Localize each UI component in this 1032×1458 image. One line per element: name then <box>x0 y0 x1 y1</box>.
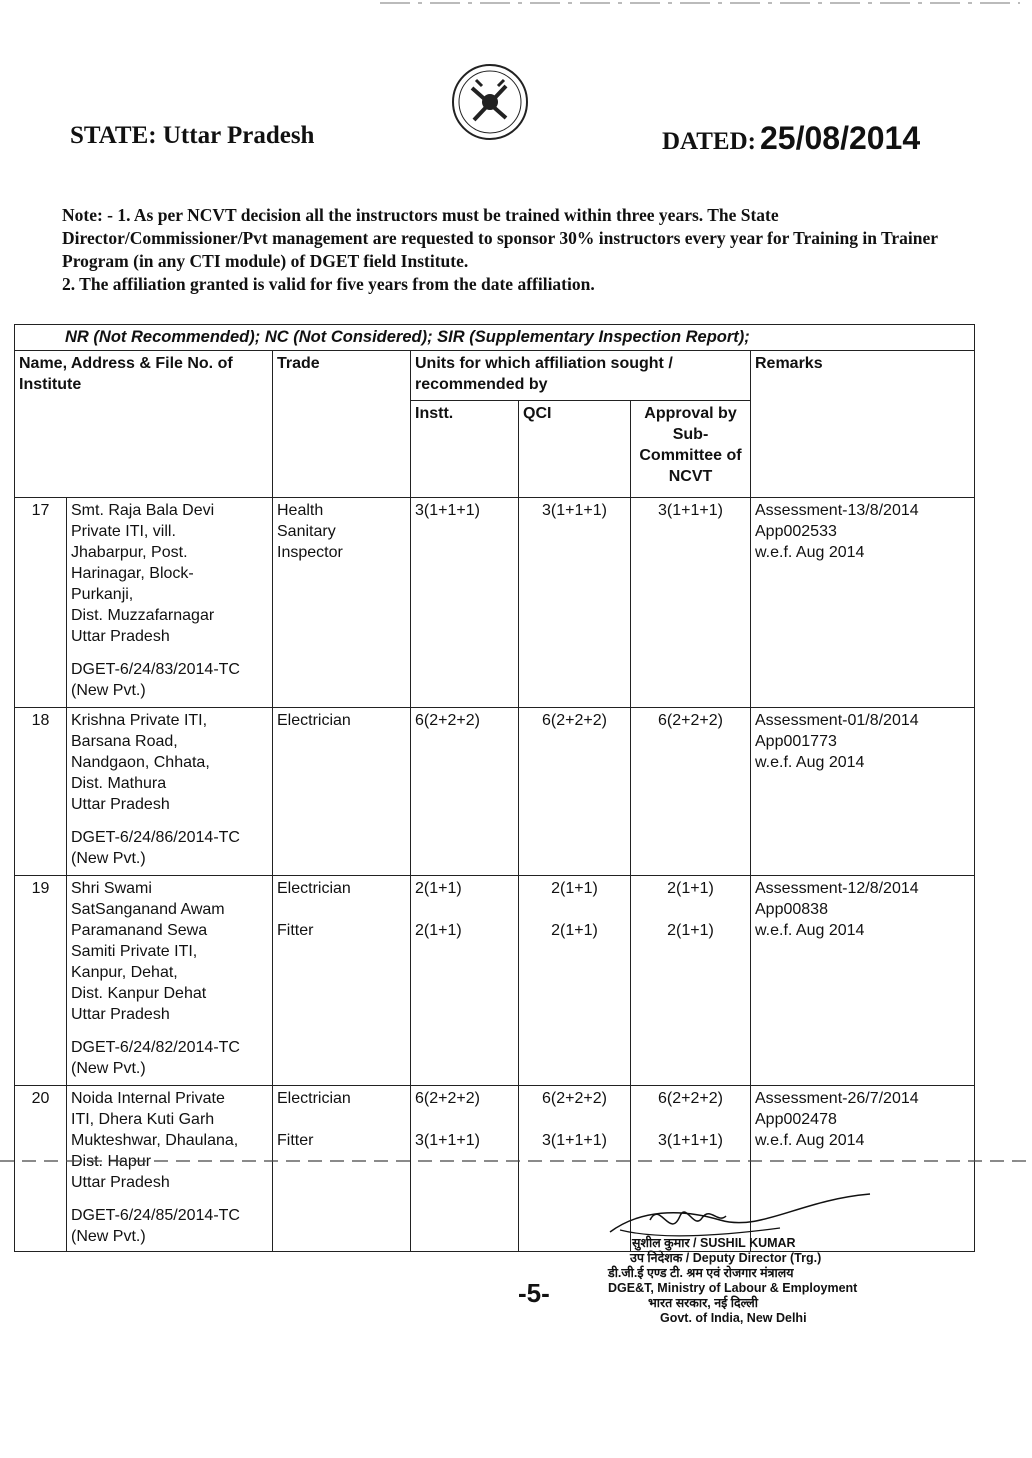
remarks-cell: Assessment-12/8/2014 App00838 w.e.f. Aug 2014 <box>751 876 975 1086</box>
file-number: DGET-6/24/83/2014-TC (New Pvt.) <box>71 661 240 699</box>
trade-cell: Electrician <box>273 708 411 876</box>
note-1: Note: - 1. As per NCVT decision all the instructors must be trained within three years. The State Director/Commissioner/Pvt management are requested to sponsor 30% instructors every year for Training in Trainer Program (in any CTI module) of DGET field Institute. <box>62 205 938 271</box>
fold-dash-line <box>0 1160 1032 1162</box>
row-serial: 19 <box>15 876 67 1086</box>
affiliation-table <box>14 324 975 1252</box>
remarks-cell: Assessment-13/8/2014 App002533 w.e.f. Aug 2014 <box>751 498 975 708</box>
header-trade: Trade <box>273 351 411 498</box>
top-dash-line <box>380 0 1020 6</box>
approval-cell: 6(2+2+2) <box>631 708 751 876</box>
header-remarks: Remarks <box>751 351 975 498</box>
state-heading <box>70 122 314 150</box>
spacer <box>71 815 268 827</box>
note-2: 2. The affiliation granted is valid for five years from the date affiliation. <box>62 274 595 294</box>
instt-cell: 3(1+1+1) <box>411 498 519 708</box>
institute-address: Shri Swami SatSanganand Awam Paramanand Sewa Samiti Private ITI, Kanpur, Dehat, Dist. Kanpur Dehat Uttar Pradesh <box>71 880 225 1023</box>
institute-address: Noida Internal Private ITI, Dhera Kuti Garh Mukteshwar, Dhaulana, Dist. Hapur Uttar Pradesh <box>71 1090 239 1191</box>
page-number: -5- <box>518 1278 550 1308</box>
dated-heading <box>662 120 920 157</box>
approval-cell: 3(1+1+1) <box>631 498 751 708</box>
signature-block <box>608 1236 857 1326</box>
qci-cell: 2(1+1) 2(1+1) <box>519 876 631 1086</box>
institute-address: Krishna Private ITI, Barsana Road, Nandgaon, Chhata, Dist. Mathura Uttar Pradesh <box>71 712 210 813</box>
header-instt: Instt. <box>411 401 519 498</box>
row-serial: 17 <box>15 498 67 708</box>
signatory-name: सुशील कुमार / SUSHIL KUMAR <box>632 1236 796 1250</box>
table-row <box>15 498 975 708</box>
spacer <box>71 1025 268 1037</box>
spacer <box>71 647 268 659</box>
trade-cell: Health Sanitary Inspector <box>273 498 411 708</box>
table-row <box>15 708 975 876</box>
qci-cell: 6(2+2+2) <box>519 708 631 876</box>
qci-cell: 6(2+2+2) 3(1+1+1) <box>519 1086 631 1252</box>
header-approval: Approval by Sub-Committee of NCVT <box>631 401 751 498</box>
approval-cell: 2(1+1) 2(1+1) <box>631 876 751 1086</box>
govt-hindi: भारत सरकार, नई दिल्ली <box>648 1296 758 1310</box>
ministry-hindi: डी.जी.ई एण्ड टी. श्रम एवं रोजगार मंत्रालय <box>608 1266 794 1280</box>
govt-english: Govt. of India, New Delhi <box>660 1311 807 1325</box>
legend-row: NR (Not Recommended); NC (Not Considered); SIR (Supplementary Inspection Report); <box>15 325 975 351</box>
remarks-cell: Assessment-01/8/2014 App001773 w.e.f. Aug 2014 <box>751 708 975 876</box>
file-number: DGET-6/24/86/2014-TC (New Pvt.) <box>71 829 240 867</box>
ncvt-emblem-icon <box>446 62 534 142</box>
instt-cell: 2(1+1) 2(1+1) <box>411 876 519 1086</box>
row-serial: 20 <box>15 1086 67 1252</box>
institute-address: Smt. Raja Bala Devi Private ITI, vill. Jhabarpur, Post. Harinagar, Block- Purkanji, Dist. Muzzafarnagar Uttar Pradesh <box>71 502 215 645</box>
trade-cell: Electrician Fitter <box>273 876 411 1086</box>
approval-cell: 6(2+2+2) 3(1+1+1) <box>631 1086 751 1252</box>
spacer <box>71 1193 268 1205</box>
file-number: DGET-6/24/85/2014-TC (New Pvt.) <box>71 1207 240 1245</box>
file-number: DGET-6/24/82/2014-TC (New Pvt.) <box>71 1039 240 1077</box>
dated-label: DATED: <box>662 128 756 155</box>
table-row <box>15 876 975 1086</box>
ministry-english: DGE&T, Ministry of Labour & Employment <box>608 1281 858 1295</box>
state-label: STATE: <box>70 122 157 149</box>
state-value: Uttar Pradesh <box>162 122 315 149</box>
institute-cell <box>67 498 273 708</box>
row-serial: 18 <box>15 708 67 876</box>
dated-value: 25/08/2014 <box>759 120 921 156</box>
institute-cell <box>67 1086 273 1252</box>
header-qci: QCI <box>519 401 631 498</box>
notes-section <box>62 204 962 296</box>
institute-cell <box>67 708 273 876</box>
signatory-designation: उप निदेशक / Deputy Director (Trg.) <box>630 1251 822 1265</box>
remarks-cell: Assessment-26/7/2014 App002478 w.e.f. Aug 2014 <box>751 1086 975 1252</box>
institute-cell <box>67 876 273 1086</box>
header-units: Units for which affiliation sought / recommended by <box>411 351 751 401</box>
instt-cell: 6(2+2+2) 3(1+1+1) <box>411 1086 519 1252</box>
instt-cell: 6(2+2+2) <box>411 708 519 876</box>
qci-cell: 3(1+1+1) <box>519 498 631 708</box>
trade-cell: Electrician Fitter <box>273 1086 411 1252</box>
header-name: Name, Address & File No. of Institute <box>15 351 273 498</box>
